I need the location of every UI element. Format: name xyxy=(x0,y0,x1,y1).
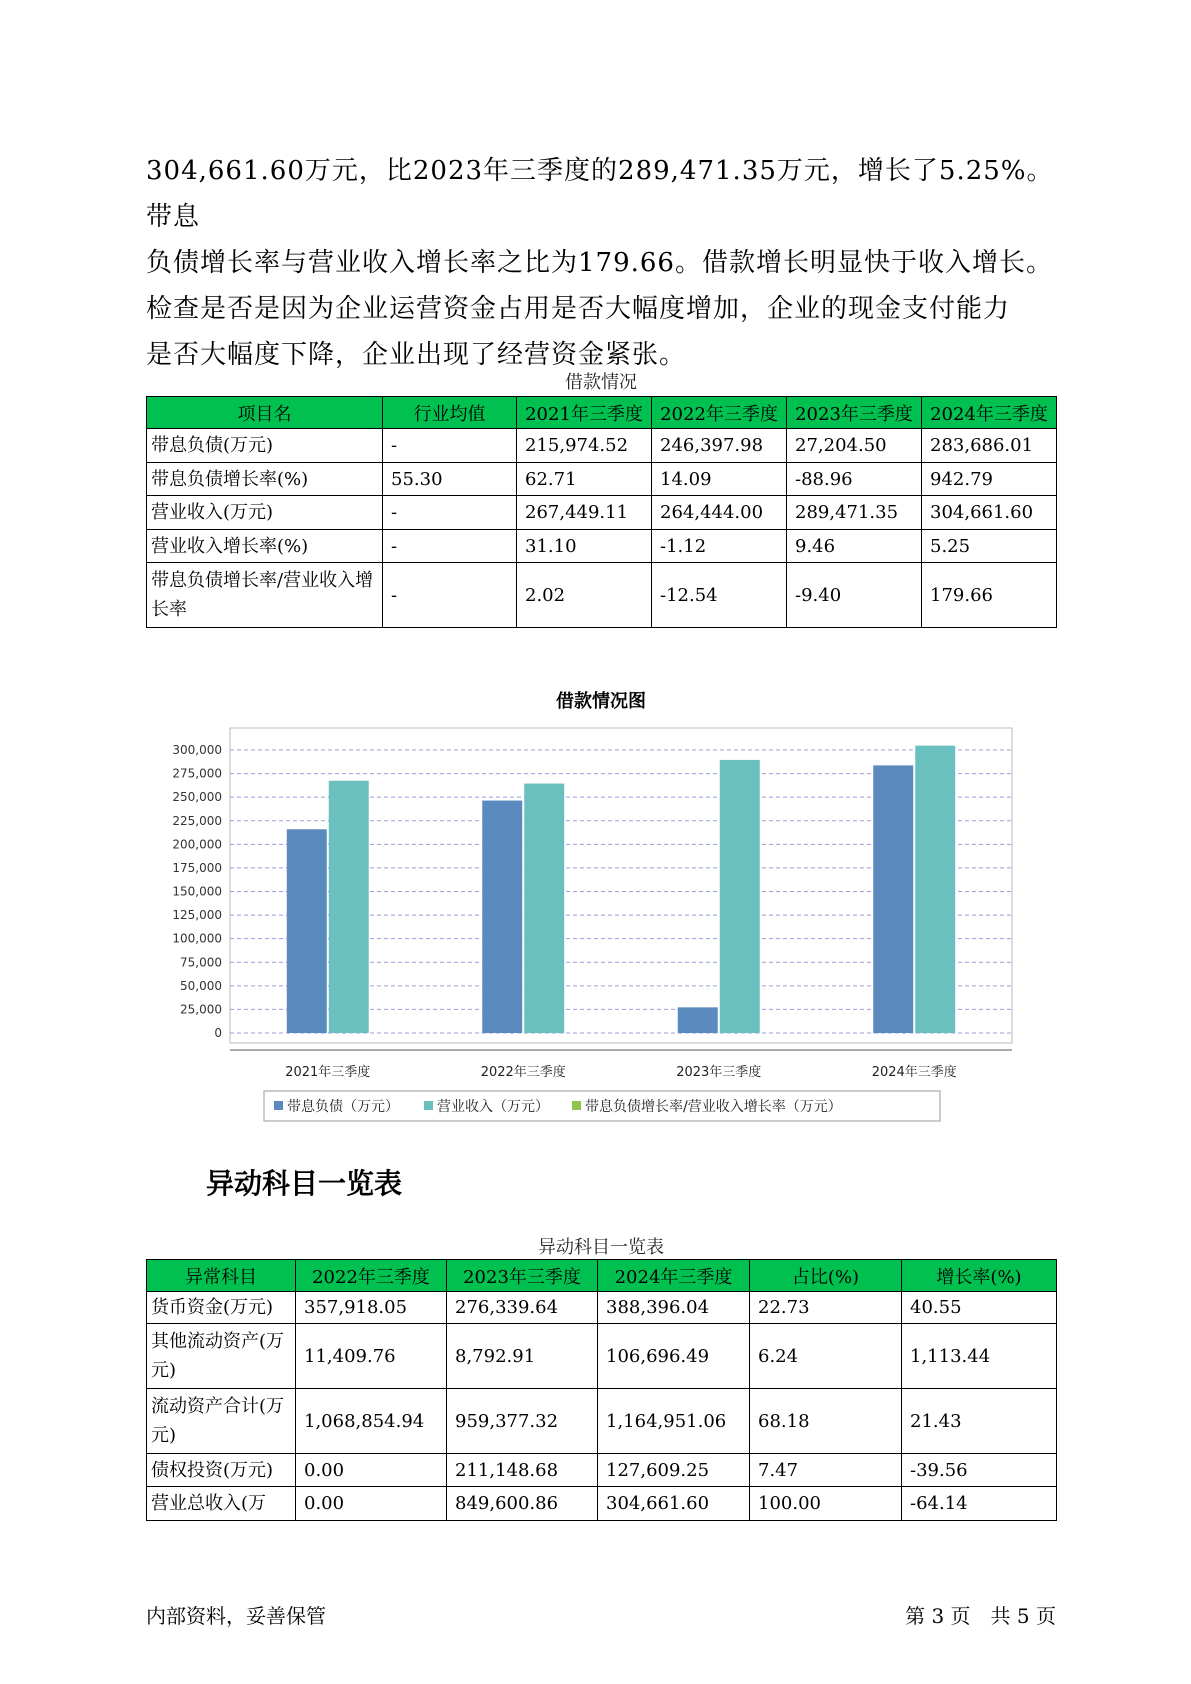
y-tick-label: 275,000 xyxy=(172,766,222,781)
legend-label: 营业收入（万元） xyxy=(437,1099,549,1115)
section-heading: 异动科目一览表 xyxy=(206,1167,403,1200)
table-cell: 流动资产合计(万元) xyxy=(147,1389,296,1454)
table-cell: 8,792.91 xyxy=(447,1324,598,1389)
table-cell: 9.46 xyxy=(787,530,922,563)
bar-debt xyxy=(287,829,327,1033)
header-cell: 2022年三季度 xyxy=(652,397,787,429)
table-row xyxy=(147,1292,1057,1324)
loan-table-caption: 借款情况 xyxy=(565,372,637,393)
y-tick-label: 75,000 xyxy=(180,955,222,970)
bar-debt xyxy=(873,765,913,1033)
table-cell: 276,339.64 xyxy=(447,1292,598,1324)
paragraph-line: 是否大幅度下降，企业出现了经营资金紧张。 xyxy=(146,340,687,370)
table-cell: 68.18 xyxy=(750,1389,902,1454)
table-cell: 106,696.49 xyxy=(598,1324,750,1389)
table-cell: -64.14 xyxy=(902,1487,1057,1521)
legend-swatch xyxy=(274,1101,283,1110)
table-cell: 营业收入增长率(%) xyxy=(147,530,383,563)
bar-revenue xyxy=(524,784,564,1033)
paragraph-line: 检查是否是因为企业运营资金占用是否大幅度增加，企业的现金支付能力 xyxy=(146,294,1011,324)
table-cell: 带息负债增长率/营业收入增长率 xyxy=(147,563,383,628)
bar-revenue xyxy=(329,781,369,1033)
header-cell: 2022年三季度 xyxy=(296,1260,447,1292)
x-tick-labels xyxy=(285,1064,957,1080)
table-cell: 31.10 xyxy=(517,530,652,563)
header-cell: 2024年三季度 xyxy=(598,1260,750,1292)
table-cell: -9.40 xyxy=(787,563,922,628)
header-cell: 项目名 xyxy=(147,397,383,429)
y-tick-label: 100,000 xyxy=(172,931,222,946)
table-cell: 营业收入(万元) xyxy=(147,496,383,530)
y-tick-label: 175,000 xyxy=(172,860,222,875)
chart-title: 借款情况图 xyxy=(556,691,646,712)
table-cell: 11,409.76 xyxy=(296,1324,447,1389)
x-tick-label: 2021年三季度 xyxy=(285,1065,371,1080)
header-cell: 2024年三季度 xyxy=(922,397,1057,429)
table-cell: 27,204.50 xyxy=(787,429,922,463)
table-cell: 100.00 xyxy=(750,1487,902,1521)
table-cell: 942.79 xyxy=(922,463,1057,496)
y-tick-label: 0 xyxy=(214,1026,222,1040)
y-tick-label: 200,000 xyxy=(172,837,222,852)
y-tick-label: 250,000 xyxy=(172,790,222,805)
table-row xyxy=(147,463,1057,496)
table-row xyxy=(147,1389,1057,1454)
bar-revenue xyxy=(720,760,760,1033)
header-cell: 2021年三季度 xyxy=(517,397,652,429)
y-tick-label: 125,000 xyxy=(172,908,222,923)
paragraph-line: 304,661.60万元，比2023年三季度的289,471.35万元，增长了5.25%。带息 xyxy=(146,156,1054,232)
header-cell: 2023年三季度 xyxy=(787,397,922,429)
table-cell: -1.12 xyxy=(652,530,787,563)
header-cell: 占比(%) xyxy=(750,1260,902,1292)
body-paragraph xyxy=(146,148,1066,378)
table-cell: 267,449.11 xyxy=(517,496,652,530)
legend-label: 带息负债增长率/营业收入增长率（万元） xyxy=(585,1099,842,1115)
anomaly-table xyxy=(146,1259,1057,1521)
bar-marks xyxy=(287,746,956,1033)
header-cell: 异常科目 xyxy=(147,1260,296,1292)
loan-table xyxy=(146,396,1057,628)
table-cell: 211,148.68 xyxy=(447,1454,598,1487)
table-row xyxy=(147,530,1057,563)
legend-swatch xyxy=(424,1101,433,1110)
table-cell: -39.56 xyxy=(902,1454,1057,1487)
table-cell: 264,444.00 xyxy=(652,496,787,530)
table-cell: 388,396.04 xyxy=(598,1292,750,1324)
y-tick-label: 150,000 xyxy=(172,884,222,899)
legend-label: 带息负债（万元） xyxy=(287,1099,399,1115)
paragraph-line: 负债增长率与营业收入增长率之比为179.66。借款增长明显快于收入增长。 xyxy=(146,248,1053,278)
table-cell: 5.25 xyxy=(922,530,1057,563)
y-tick-label: 225,000 xyxy=(172,813,222,828)
table-cell: 289,471.35 xyxy=(787,496,922,530)
footer-page-number: 第 3 页 共 5 页 xyxy=(905,1604,1056,1628)
table-cell: 7.47 xyxy=(750,1454,902,1487)
header-cell: 行业均值 xyxy=(383,397,517,429)
table-cell: -12.54 xyxy=(652,563,787,628)
table-cell: 215,974.52 xyxy=(517,429,652,463)
y-tick-label: 25,000 xyxy=(180,1002,222,1017)
header-cell: 增长率(%) xyxy=(902,1260,1057,1292)
table-cell: 127,609.25 xyxy=(598,1454,750,1487)
loan-chart xyxy=(146,720,1026,1130)
table-cell: 21.43 xyxy=(902,1389,1057,1454)
table-cell: 849,600.86 xyxy=(447,1487,598,1521)
table-row xyxy=(147,1454,1057,1487)
x-tick-label: 2022年三季度 xyxy=(480,1065,566,1080)
table-header-row xyxy=(147,1260,1057,1292)
y-tick-labels xyxy=(172,743,222,1040)
anomaly-table-caption: 异动科目一览表 xyxy=(538,1237,664,1258)
bar-revenue xyxy=(915,746,955,1033)
table-cell: - xyxy=(383,429,517,463)
table-cell: 1,113.44 xyxy=(902,1324,1057,1389)
table-cell: 179.66 xyxy=(922,563,1057,628)
table-cell: 62.71 xyxy=(517,463,652,496)
table-cell: 55.30 xyxy=(383,463,517,496)
y-tick-label: 300,000 xyxy=(172,743,222,757)
header-cell: 2023年三季度 xyxy=(447,1260,598,1292)
table-cell: - xyxy=(383,563,517,628)
table-header-row xyxy=(147,397,1057,429)
table-row xyxy=(147,1487,1057,1521)
table-cell: 357,918.05 xyxy=(296,1292,447,1324)
table-cell: 1,164,951.06 xyxy=(598,1389,750,1454)
table-cell: - xyxy=(383,496,517,530)
table-cell: 959,377.32 xyxy=(447,1389,598,1454)
table-cell: 0.00 xyxy=(296,1454,447,1487)
table-row xyxy=(147,496,1057,530)
table-cell: -88.96 xyxy=(787,463,922,496)
y-tick-label: 50,000 xyxy=(180,978,222,993)
table-row xyxy=(147,429,1057,463)
table-cell: - xyxy=(383,530,517,563)
bar-debt xyxy=(678,1007,718,1033)
x-tick-label: 2023年三季度 xyxy=(676,1065,762,1080)
table-row xyxy=(147,1324,1057,1389)
table-cell: 债权投资(万元) xyxy=(147,1454,296,1487)
table-cell: 货币资金(万元) xyxy=(147,1292,296,1324)
table-cell: 22.73 xyxy=(750,1292,902,1324)
table-cell: 304,661.60 xyxy=(922,496,1057,530)
footer-left: 内部资料，妥善保管 xyxy=(146,1604,326,1628)
table-cell: 1,068,854.94 xyxy=(296,1389,447,1454)
table-cell: 14.09 xyxy=(652,463,787,496)
table-cell: 246,397.98 xyxy=(652,429,787,463)
table-cell: 283,686.01 xyxy=(922,429,1057,463)
table-cell: 40.55 xyxy=(902,1292,1057,1324)
bar-debt xyxy=(482,801,522,1033)
legend-swatch xyxy=(572,1101,581,1110)
table-cell: 304,661.60 xyxy=(598,1487,750,1521)
table-cell: 2.02 xyxy=(517,563,652,628)
x-tick-label: 2024年三季度 xyxy=(871,1065,957,1080)
chart-legend xyxy=(264,1091,940,1121)
table-cell: 其他流动资产(万元) xyxy=(147,1324,296,1389)
table-cell: 带息负债(万元) xyxy=(147,429,383,463)
table-cell: 6.24 xyxy=(750,1324,902,1389)
table-cell: 带息负债增长率(%) xyxy=(147,463,383,496)
table-cell: 营业总收入(万 xyxy=(147,1487,296,1521)
table-row xyxy=(147,563,1057,628)
table-cell: 0.00 xyxy=(296,1487,447,1521)
